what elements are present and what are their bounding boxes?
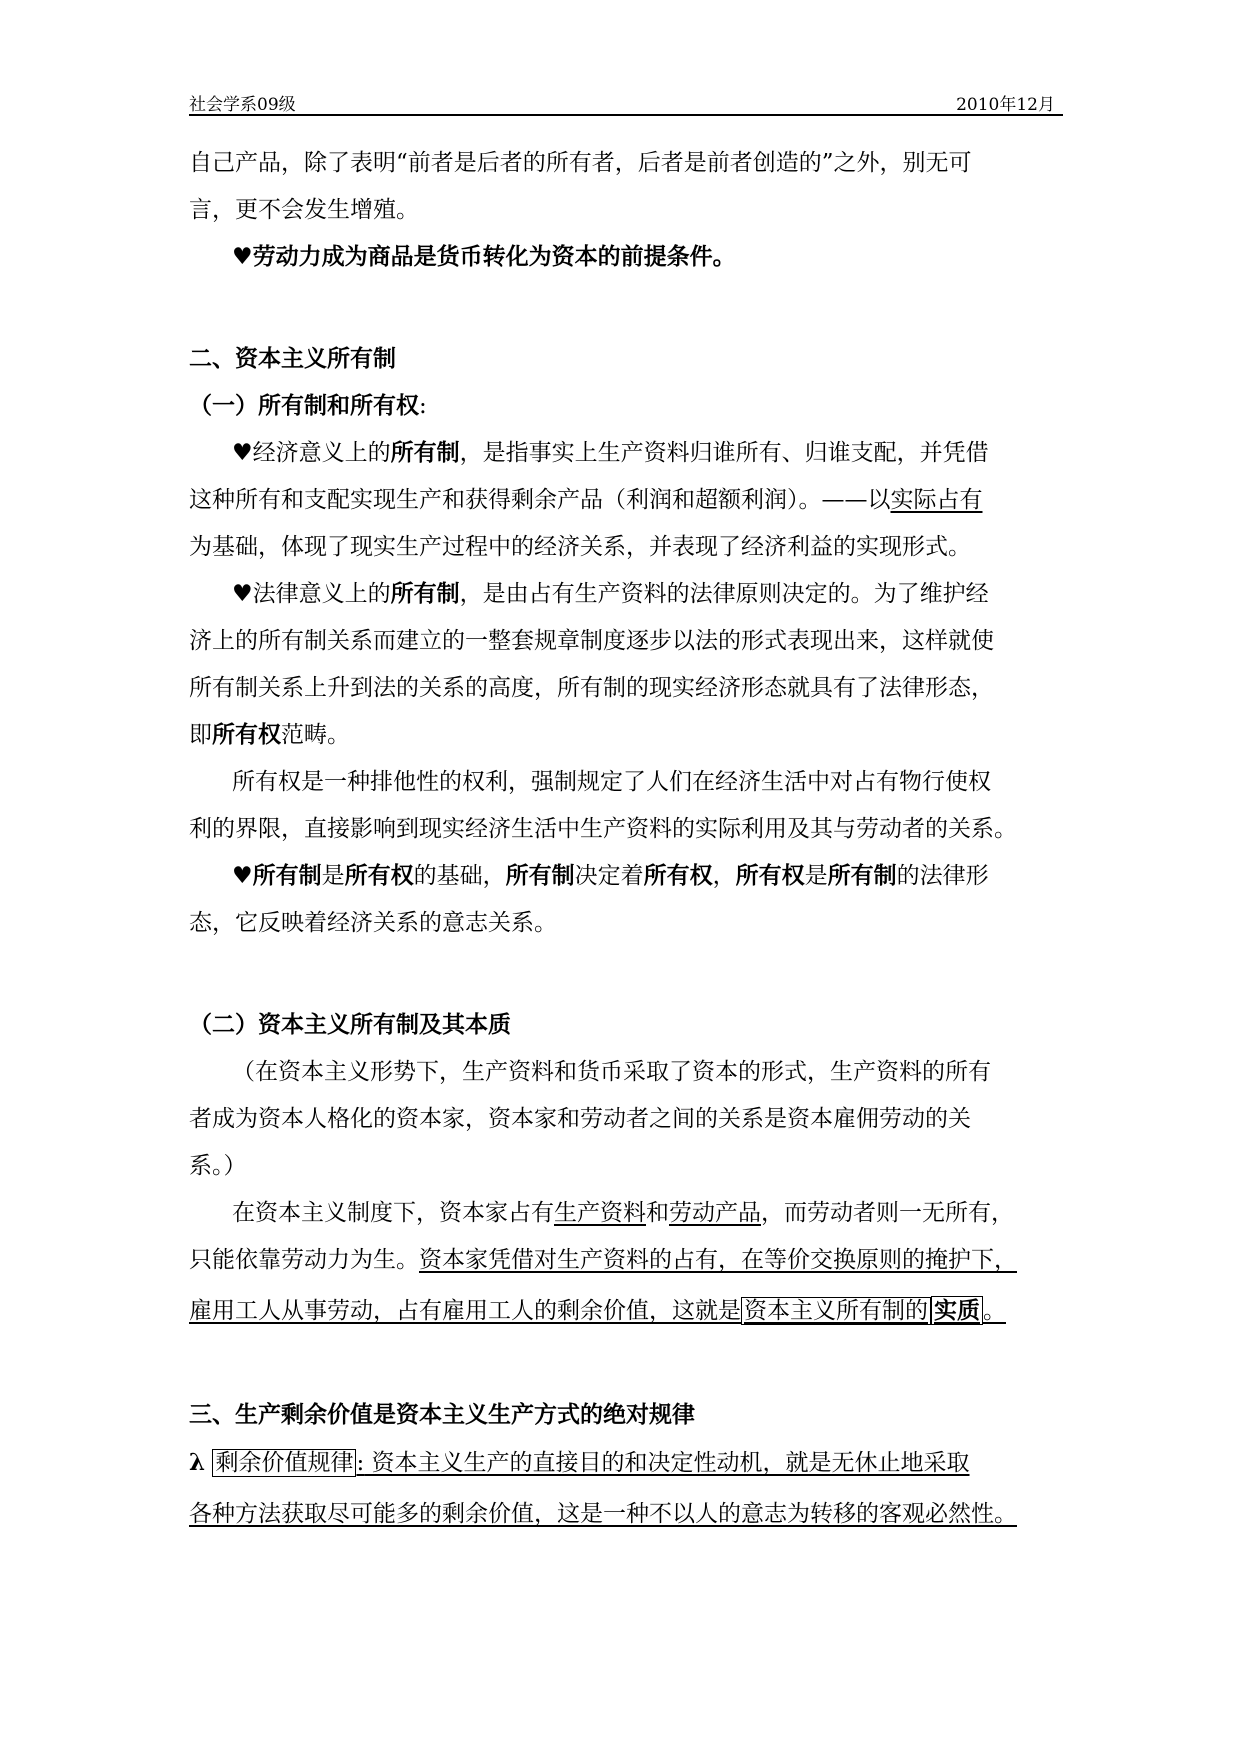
text-run: 态，它反映着经济关系的意志关系。 (189, 910, 557, 936)
underlined-text: 资本主义生产的直接目的和决定性动机，就是无休止地采取 (364, 1450, 970, 1476)
paragraph-line (189, 908, 1069, 938)
text-run: 范畴。 (281, 722, 350, 748)
text-run: 这种所有和支配实现生产和获得剩余产品（利润和超额利润）。——以 (189, 487, 891, 513)
boxed-term: 资本主义所有制的 (741, 1297, 931, 1325)
paragraph-line (189, 1151, 1069, 1181)
bold-term: （二）资本主义所有制及其本质 (189, 1011, 511, 1038)
text-run: 即 (189, 722, 212, 748)
text-run: ♥法律意义上的 (232, 581, 391, 607)
text-run: ♥经济意义上的 (232, 440, 391, 466)
text-run: 是 (804, 863, 828, 889)
paragraph-line (189, 673, 1069, 703)
bold-term: （一）所有制和所有权 (189, 392, 419, 419)
page-header (189, 82, 1063, 116)
text-run: ，而劳动者则一无所有， (761, 1200, 1014, 1226)
paragraph-line (189, 195, 1069, 225)
text-run: ， (712, 863, 736, 889)
underlined-text: 雇用工人从事劳动，占有雇用工人的剩余价值，这就是 (189, 1298, 741, 1324)
paragraph-line (232, 767, 1112, 797)
paragraph-line (189, 626, 1069, 656)
paragraph-line (232, 438, 1112, 468)
text-run: 所有权是一种排他性的权利，强制规定了人们在经济生活中对占有物行使权 (232, 769, 991, 795)
text-run: 在资本主义制度下，资本家占有 (232, 1200, 554, 1226)
bold-term: 所有制 (827, 862, 897, 889)
paragraph-line (232, 1057, 1112, 1087)
text-run: 只能依靠劳动力为生。 (189, 1247, 419, 1273)
text-run: 决定着 (574, 863, 644, 889)
boxed-term: 实质 (931, 1296, 983, 1325)
text-run: 利的界限，直接影响到现实经济生活中生产资料的实际利用及其与劳动者的关系。 (189, 816, 1017, 842)
text-run: 言，更不会发生增殖。 (189, 197, 419, 223)
key-point-line (232, 861, 1112, 891)
bold-term: λ (189, 1449, 206, 1476)
bold-term: 所有权 (344, 862, 414, 889)
paragraph-line (189, 814, 1069, 844)
bold-term: ♥劳动力成为商品是货币转化为资本的前提条件。 (232, 243, 736, 270)
paragraph-line (189, 1245, 1069, 1275)
section-heading (189, 1400, 1069, 1430)
text-run: 自己产品，除了表明“前者是后者的所有者，后者是前者创造的”之外，别无可 (189, 150, 972, 176)
paragraph-line (189, 485, 1069, 515)
paragraph-line (189, 148, 1069, 178)
paragraph-line (189, 1296, 1069, 1326)
bold-term: 所有制 (390, 439, 460, 466)
underlined-text: 实际占有 (890, 487, 983, 513)
paragraph-line (189, 1104, 1069, 1134)
subsection-heading (189, 1010, 1069, 1040)
text-run: 者成为资本人格化的资本家，资本家和劳动者之间的关系是资本雇佣劳动的关 (189, 1106, 971, 1132)
text-run: 系。） (189, 1153, 247, 1179)
definition-line (189, 1499, 1069, 1529)
bold-term: ♥所有制 (232, 862, 322, 889)
bold-term: 所有权 (735, 862, 805, 889)
text-run: 是 (321, 863, 345, 889)
paragraph-line (232, 579, 1112, 609)
text-run: （在资本主义形势下，生产资料和货币采取了资本的形式，生产资料的所有 (232, 1059, 991, 1085)
text-run: 济上的所有制关系而建立的一整套规章制度逐步以法的形式表现出来，这样就使 (189, 628, 994, 654)
bold-term: 三、生产剩余价值是资本主义生产方式的绝对规律 (189, 1401, 695, 1428)
underlined-text: 劳动产品 (669, 1200, 761, 1226)
text-run: 的法律形 (896, 863, 989, 889)
text-run: ，是由占有生产资料的法律原则决定的。为了维护经 (459, 581, 989, 607)
paragraph-line (189, 720, 1069, 750)
bold-term: 所有制 (505, 862, 575, 889)
key-point-line (232, 242, 1112, 272)
underlined-text: : (356, 1450, 365, 1476)
boxed-term: 剩余价值规律 (212, 1449, 356, 1477)
bold-term: 所有制 (390, 580, 460, 607)
subsection-heading (189, 391, 1069, 421)
underlined-text: 资本家凭借对生产资料的占有，在等价交换原则的掩护下， (419, 1247, 1017, 1273)
header-department: 社会学系09级 (189, 95, 296, 115)
bold-term: 所有权 (212, 721, 281, 748)
text-run: ，是指事实上生产资料归谁所有、归谁支配，并凭借 (459, 440, 989, 466)
header-date: 2010年12月 (956, 95, 1055, 115)
bold-term: 所有权 (643, 862, 713, 889)
definition-line (189, 1448, 1069, 1478)
text-run: 所有制关系上升到法的关系的高度，所有制的现实经济形态就具有了法律形态， (189, 675, 994, 701)
bold-term: 二、资本主义所有制 (189, 345, 396, 372)
text-run: 和 (646, 1200, 669, 1226)
section-heading (189, 344, 1069, 374)
paragraph-line (232, 1198, 1112, 1228)
paragraph-line (189, 532, 1069, 562)
underlined-text: 各种方法获取尽可能多的剩余价值，这是一种不以人的意志为转移的客观必然性。 (189, 1501, 1017, 1527)
text-run: : (419, 393, 427, 419)
text-run: 的基础， (413, 863, 506, 889)
underlined-text: 生产资料 (554, 1200, 646, 1226)
text-run: 为基础，体现了现实生产过程中的经济关系，并表现了经济利益的实现形式。 (189, 534, 971, 560)
underlined-text: 。 (983, 1298, 1006, 1324)
